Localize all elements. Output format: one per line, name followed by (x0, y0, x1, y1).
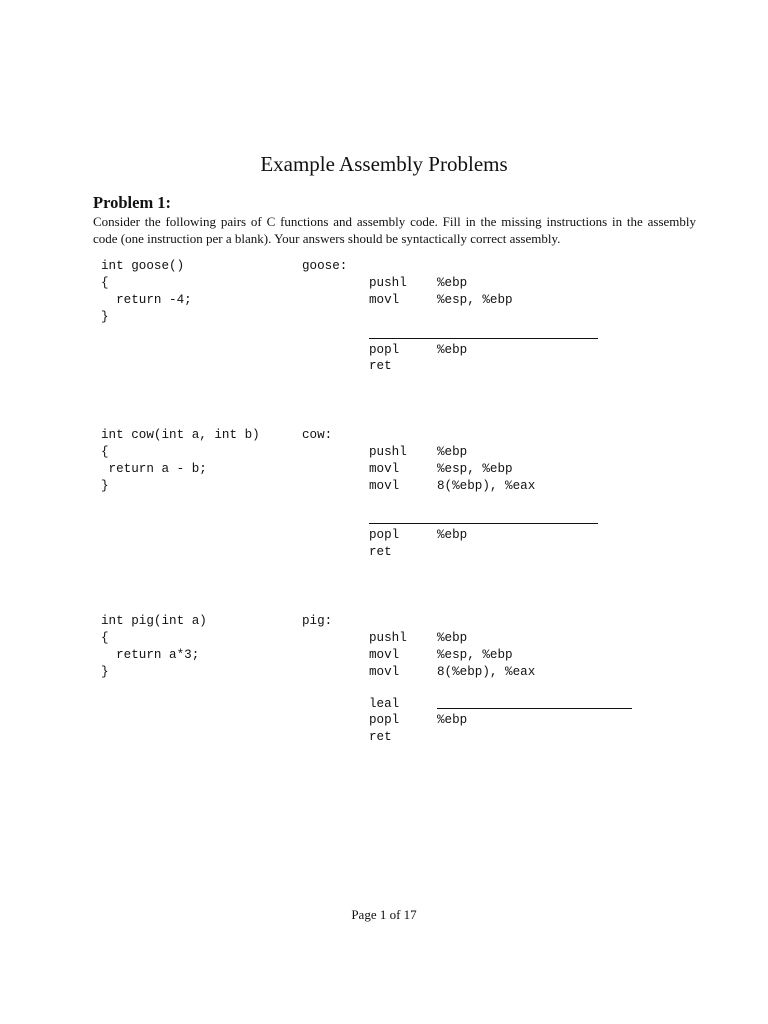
pig-asm-op-2: movl (369, 648, 400, 662)
pig-asm-op-5: popl (369, 713, 400, 727)
pig-c-line-4: } (101, 665, 109, 679)
problem-intro: Consider the following pairs of C functions and assembly code. Fill in the missing instructions in the assembly code (one instruction per a blank). Your answers should be syntactically correct assembly. (93, 214, 696, 246)
goose-c-line-2: { (101, 276, 109, 290)
goose-asm-label: goose: (302, 259, 348, 273)
cow-asm-op-3: movl (369, 479, 400, 493)
cow-asm-arg-4: %ebp (437, 528, 468, 542)
goose-asm-op-2: movl (369, 293, 400, 307)
pig-asm-op-6: ret (369, 730, 392, 744)
pig-asm-arg-2: %esp, %ebp (437, 648, 513, 662)
pig-asm-op-3: movl (369, 665, 400, 679)
goose-asm-op-3: popl (369, 343, 400, 357)
pig-asm-arg-1: %ebp (437, 631, 468, 645)
cow-asm-op-4: popl (369, 528, 400, 542)
goose-asm-op-1: pushl (369, 276, 407, 290)
goose-asm-arg-1: %ebp (437, 276, 468, 290)
cow-asm-op-1: pushl (369, 445, 407, 459)
goose-c-line-3: return -4; (101, 293, 192, 307)
cow-asm-op-2: movl (369, 462, 400, 476)
problem-heading: Problem 1: (93, 193, 172, 212)
pig-c-line-3: return a*3; (101, 648, 200, 662)
pig-asm-label: pig: (302, 614, 333, 628)
cow-c-line-3: return a - b; (101, 462, 207, 476)
cow-asm-arg-1: %ebp (437, 445, 468, 459)
goose-asm-arg-2: %esp, %ebp (437, 293, 513, 307)
goose-answer-blank[interactable] (369, 338, 598, 339)
cow-c-line-2: { (101, 445, 109, 459)
pig-c-line-1: int pig(int a) (101, 614, 207, 628)
cow-c-line-4: } (101, 479, 109, 493)
cow-asm-arg-3: 8(%ebp), %eax (437, 479, 536, 493)
pig-asm-arg-3: 8(%ebp), %eax (437, 665, 536, 679)
cow-answer-blank[interactable] (369, 523, 598, 524)
goose-asm-op-4: ret (369, 359, 392, 373)
pig-asm-arg-5: %ebp (437, 713, 468, 727)
pig-c-line-2: { (101, 631, 109, 645)
pig-answer-blank[interactable] (437, 708, 632, 709)
goose-asm-arg-3: %ebp (437, 343, 468, 357)
page-title: Example Assembly Problems (260, 152, 508, 176)
page-number: Page 1 of 17 (351, 907, 417, 922)
pig-asm-op-1: pushl (369, 631, 407, 645)
cow-asm-arg-2: %esp, %ebp (437, 462, 513, 476)
cow-asm-label: cow: (302, 428, 333, 442)
pig-asm-op-4: leal (369, 697, 400, 711)
cow-asm-op-5: ret (369, 545, 392, 559)
goose-c-line-4: } (101, 310, 109, 324)
goose-c-line-1: int goose() (101, 259, 185, 273)
cow-c-line-1: int cow(int a, int b) (101, 428, 260, 442)
